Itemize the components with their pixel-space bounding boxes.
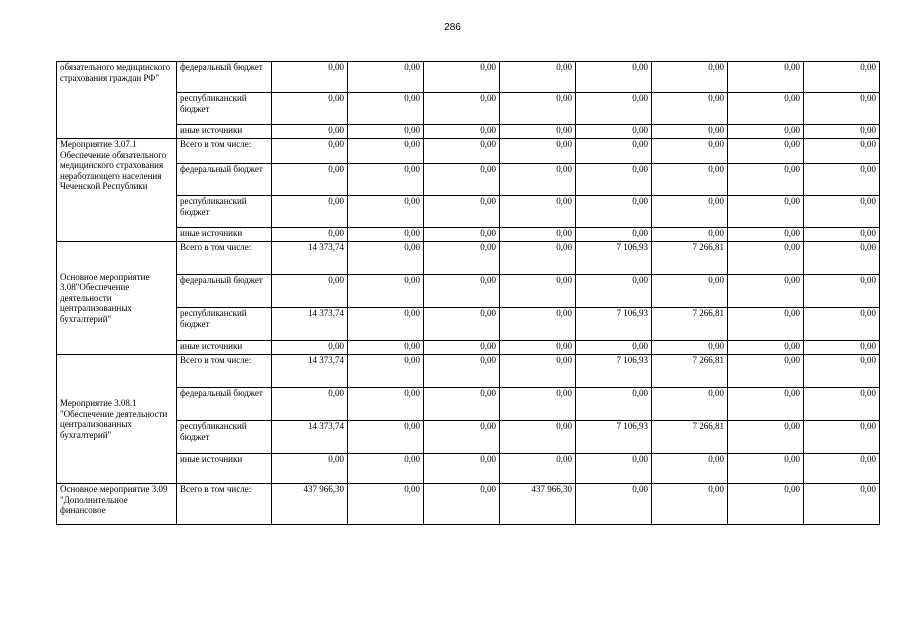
amount-cell: 0,00 bbox=[500, 421, 576, 454]
amount-cell: 0,00 bbox=[576, 454, 652, 484]
amount-cell: 0,00 bbox=[348, 228, 424, 242]
amount-cell: 0,00 bbox=[728, 196, 804, 228]
amount-cell: 0,00 bbox=[804, 275, 880, 308]
amount-cell: 0,00 bbox=[576, 164, 652, 196]
amount-cell: 7 266,81 bbox=[652, 421, 728, 454]
amount-cell: 7 106,93 bbox=[576, 242, 652, 275]
amount-cell: 0,00 bbox=[804, 242, 880, 275]
budget-table-body bbox=[57, 62, 880, 525]
amount-cell: 0,00 bbox=[804, 62, 880, 93]
amount-cell: 437 966,30 bbox=[272, 484, 348, 525]
amount-cell: 0,00 bbox=[424, 164, 500, 196]
funding-source-cell: федеральный бюджет bbox=[177, 62, 272, 93]
amount-cell: 14 373,74 bbox=[272, 242, 348, 275]
amount-cell: 0,00 bbox=[500, 308, 576, 341]
amount-cell: 0,00 bbox=[728, 388, 804, 421]
funding-source-cell: иные источники bbox=[177, 228, 272, 242]
funding-source-cell: Всего в том числе: bbox=[177, 139, 272, 164]
amount-cell: 0,00 bbox=[728, 421, 804, 454]
table-row bbox=[57, 228, 880, 242]
amount-cell: 0,00 bbox=[728, 139, 804, 164]
table-row bbox=[57, 355, 880, 388]
amount-cell: 0,00 bbox=[348, 196, 424, 228]
amount-cell: 0,00 bbox=[576, 196, 652, 228]
amount-cell: 0,00 bbox=[348, 341, 424, 355]
amount-cell: 0,00 bbox=[348, 275, 424, 308]
event-name-cell: Основное мероприятие 3.08"Обеспечение деятельности централизованных бухгалтерий" bbox=[57, 242, 177, 355]
funding-source-cell: Всего в том числе: bbox=[177, 484, 272, 525]
amount-cell: 0,00 bbox=[804, 454, 880, 484]
amount-cell: 0,00 bbox=[576, 388, 652, 421]
amount-cell: 0,00 bbox=[348, 164, 424, 196]
funding-source-cell: Всего в том числе: bbox=[177, 355, 272, 388]
funding-source-cell: иные источники bbox=[177, 125, 272, 139]
funding-source-cell: республиканский бюджет bbox=[177, 308, 272, 341]
amount-cell: 0,00 bbox=[500, 228, 576, 242]
amount-cell: 0,00 bbox=[652, 388, 728, 421]
funding-source-cell: Всего в том числе: bbox=[177, 242, 272, 275]
amount-cell: 0,00 bbox=[424, 242, 500, 275]
funding-source-cell: федеральный бюджет bbox=[177, 388, 272, 421]
amount-cell: 0,00 bbox=[728, 62, 804, 93]
amount-cell: 0,00 bbox=[348, 62, 424, 93]
funding-source-cell: федеральный бюджет bbox=[177, 164, 272, 196]
amount-cell: 0,00 bbox=[272, 93, 348, 125]
amount-cell: 0,00 bbox=[424, 388, 500, 421]
table-row bbox=[57, 484, 880, 525]
amount-cell: 0,00 bbox=[728, 308, 804, 341]
funding-source-cell: иные источники bbox=[177, 341, 272, 355]
amount-cell: 0,00 bbox=[652, 125, 728, 139]
amount-cell: 437 966,30 bbox=[500, 484, 576, 525]
table-row bbox=[57, 275, 880, 308]
amount-cell: 0,00 bbox=[500, 341, 576, 355]
amount-cell: 7 266,81 bbox=[652, 308, 728, 341]
amount-cell: 0,00 bbox=[272, 228, 348, 242]
funding-source-cell: федеральный бюджет bbox=[177, 275, 272, 308]
amount-cell: 0,00 bbox=[804, 341, 880, 355]
table-row bbox=[57, 242, 880, 275]
amount-cell: 0,00 bbox=[424, 355, 500, 388]
amount-cell: 0,00 bbox=[500, 275, 576, 308]
amount-cell: 0,00 bbox=[804, 164, 880, 196]
amount-cell: 0,00 bbox=[500, 125, 576, 139]
amount-cell: 0,00 bbox=[804, 355, 880, 388]
amount-cell: 0,00 bbox=[424, 341, 500, 355]
amount-cell: 0,00 bbox=[348, 355, 424, 388]
event-name-cell: обязательного медицинского страхования граждан РФ" bbox=[57, 62, 177, 139]
amount-cell: 14 373,74 bbox=[272, 421, 348, 454]
amount-cell: 0,00 bbox=[272, 125, 348, 139]
amount-cell: 0,00 bbox=[348, 454, 424, 484]
amount-cell: 0,00 bbox=[804, 139, 880, 164]
amount-cell: 0,00 bbox=[576, 275, 652, 308]
amount-cell: 0,00 bbox=[652, 93, 728, 125]
amount-cell: 0,00 bbox=[424, 308, 500, 341]
amount-cell: 0,00 bbox=[500, 93, 576, 125]
amount-cell: 0,00 bbox=[500, 62, 576, 93]
amount-cell: 0,00 bbox=[272, 275, 348, 308]
amount-cell: 7 266,81 bbox=[652, 355, 728, 388]
amount-cell: 0,00 bbox=[348, 308, 424, 341]
amount-cell: 0,00 bbox=[728, 355, 804, 388]
amount-cell: 0,00 bbox=[424, 484, 500, 525]
amount-cell: 0,00 bbox=[804, 421, 880, 454]
amount-cell: 0,00 bbox=[728, 242, 804, 275]
event-name-cell: Мероприятие 3.08.1 "Обеспечение деятельности централизованных бухгалтерий" bbox=[57, 355, 177, 484]
amount-cell: 0,00 bbox=[728, 484, 804, 525]
amount-cell: 0,00 bbox=[728, 228, 804, 242]
amount-cell: 0,00 bbox=[424, 62, 500, 93]
amount-cell: 0,00 bbox=[804, 388, 880, 421]
amount-cell: 0,00 bbox=[500, 454, 576, 484]
amount-cell: 0,00 bbox=[348, 421, 424, 454]
amount-cell: 7 266,81 bbox=[652, 242, 728, 275]
amount-cell: 0,00 bbox=[424, 275, 500, 308]
amount-cell: 0,00 bbox=[500, 355, 576, 388]
amount-cell: 0,00 bbox=[576, 341, 652, 355]
table-row bbox=[57, 196, 880, 228]
amount-cell: 0,00 bbox=[500, 388, 576, 421]
amount-cell: 14 373,74 bbox=[272, 308, 348, 341]
amount-cell: 0,00 bbox=[576, 93, 652, 125]
amount-cell: 0,00 bbox=[576, 125, 652, 139]
amount-cell: 0,00 bbox=[272, 139, 348, 164]
amount-cell: 0,00 bbox=[728, 454, 804, 484]
amount-cell: 0,00 bbox=[728, 93, 804, 125]
table-row bbox=[57, 62, 880, 93]
amount-cell: 0,00 bbox=[348, 388, 424, 421]
table-row bbox=[57, 388, 880, 421]
amount-cell: 0,00 bbox=[652, 196, 728, 228]
amount-cell: 0,00 bbox=[500, 139, 576, 164]
amount-cell: 0,00 bbox=[576, 139, 652, 164]
amount-cell: 7 106,93 bbox=[576, 308, 652, 341]
amount-cell: 0,00 bbox=[500, 242, 576, 275]
amount-cell: 0,00 bbox=[272, 62, 348, 93]
amount-cell: 0,00 bbox=[348, 484, 424, 525]
event-name-cell: Основное мероприятие 3.09 "Дополнительное финансовое bbox=[57, 484, 177, 525]
amount-cell: 0,00 bbox=[652, 484, 728, 525]
table-row bbox=[57, 421, 880, 454]
table-row bbox=[57, 308, 880, 341]
amount-cell: 0,00 bbox=[424, 421, 500, 454]
amount-cell: 0,00 bbox=[424, 125, 500, 139]
amount-cell: 0,00 bbox=[804, 93, 880, 125]
amount-cell: 7 106,93 bbox=[576, 421, 652, 454]
amount-cell: 7 106,93 bbox=[576, 355, 652, 388]
amount-cell: 0,00 bbox=[728, 275, 804, 308]
amount-cell: 0,00 bbox=[804, 484, 880, 525]
amount-cell: 0,00 bbox=[728, 164, 804, 196]
amount-cell: 0,00 bbox=[424, 196, 500, 228]
amount-cell: 0,00 bbox=[272, 164, 348, 196]
amount-cell: 0,00 bbox=[804, 308, 880, 341]
amount-cell: 0,00 bbox=[348, 242, 424, 275]
amount-cell: 14 373,74 bbox=[272, 355, 348, 388]
amount-cell: 0,00 bbox=[652, 139, 728, 164]
funding-source-cell: иные источники bbox=[177, 454, 272, 484]
amount-cell: 0,00 bbox=[424, 454, 500, 484]
amount-cell: 0,00 bbox=[348, 125, 424, 139]
amount-cell: 0,00 bbox=[728, 125, 804, 139]
funding-source-cell: республиканский бюджет bbox=[177, 421, 272, 454]
amount-cell: 0,00 bbox=[804, 228, 880, 242]
table-row bbox=[57, 93, 880, 125]
amount-cell: 0,00 bbox=[500, 196, 576, 228]
amount-cell: 0,00 bbox=[500, 164, 576, 196]
table-row bbox=[57, 164, 880, 196]
amount-cell: 0,00 bbox=[804, 125, 880, 139]
amount-cell: 0,00 bbox=[652, 62, 728, 93]
amount-cell: 0,00 bbox=[576, 484, 652, 525]
amount-cell: 0,00 bbox=[272, 388, 348, 421]
table-row bbox=[57, 125, 880, 139]
amount-cell: 0,00 bbox=[348, 93, 424, 125]
amount-cell: 0,00 bbox=[652, 164, 728, 196]
amount-cell: 0,00 bbox=[804, 196, 880, 228]
funding-source-cell: республиканский бюджет bbox=[177, 196, 272, 228]
budget-table bbox=[56, 61, 880, 525]
amount-cell: 0,00 bbox=[272, 196, 348, 228]
table-row bbox=[57, 341, 880, 355]
amount-cell: 0,00 bbox=[728, 341, 804, 355]
amount-cell: 0,00 bbox=[576, 62, 652, 93]
amount-cell: 0,00 bbox=[424, 228, 500, 242]
amount-cell: 0,00 bbox=[272, 341, 348, 355]
funding-source-cell: республиканский бюджет bbox=[177, 93, 272, 125]
amount-cell: 0,00 bbox=[348, 139, 424, 164]
event-name-cell: Мероприятие 3.07.1 Обеспечение обязательного медицинского страхования неработающего населения Чеченской Республики bbox=[57, 139, 177, 242]
amount-cell: 0,00 bbox=[272, 454, 348, 484]
amount-cell: 0,00 bbox=[652, 275, 728, 308]
amount-cell: 0,00 bbox=[652, 454, 728, 484]
table-row bbox=[57, 139, 880, 164]
amount-cell: 0,00 bbox=[424, 139, 500, 164]
amount-cell: 0,00 bbox=[652, 228, 728, 242]
amount-cell: 0,00 bbox=[424, 93, 500, 125]
amount-cell: 0,00 bbox=[652, 341, 728, 355]
table-row bbox=[57, 454, 880, 484]
amount-cell: 0,00 bbox=[576, 228, 652, 242]
page-number: 286 bbox=[444, 22, 461, 33]
